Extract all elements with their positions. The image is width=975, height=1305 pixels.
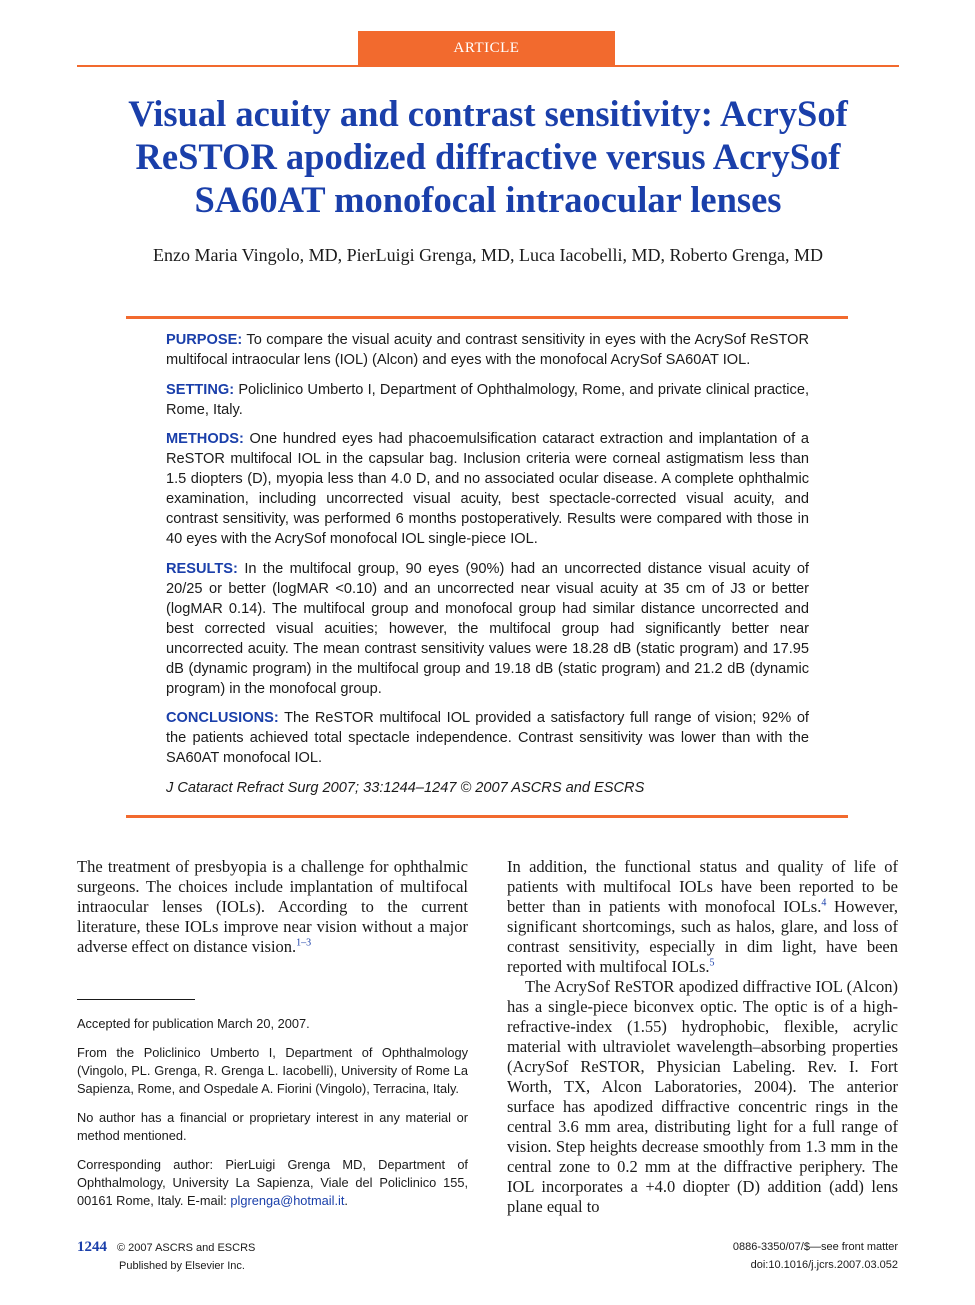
body-text: The treatment of presbyopia is a challenge for ophthalmic surgeons. The choices include implantation of multifocal intraocular lenses (IOLs). According to the current literature, these IOLs improve near vision without a major adverse effect on distance vision. [77, 857, 468, 956]
results-label: RESULTS: [166, 560, 238, 577]
setting-label: SETTING: [166, 381, 235, 398]
methods-text: One hundred eyes had phacoemulsification cataract extraction and implantation of a ReSTOR multifocal IOL in the capsular bag. Inclusion criteria were corneal astigmatism less than 1.5 diopters (D), myopia less than 4.0 D, and no associated ocular disease. A complete ophthalmic examination, including uncorrected visual acuity, best spectacle-corrected visual acuity, and contrast sensitivity, was performed 6 months postoperatively. Results were compared with those in 40 eyes with the AcrySof monofocal IOL single-piece IOL. [166, 431, 809, 547]
footer-publisher: Published by Elsevier Inc. [119, 1260, 245, 1272]
footer-doi[interactable]: doi:10.1016/j.jcrs.2007.03.052 [750, 1259, 898, 1271]
abstract-setting [166, 380, 809, 420]
purpose-text: To compare the visual acuity and contrast sensitivity in eyes with the AcrySof ReSTOR multifocal intraocular lens (IOL) (Alcon) and eyes with the monofocal AcrySof SA60AT IOL. [166, 332, 809, 368]
abstract-methods [166, 429, 809, 549]
abstract-results [166, 559, 809, 699]
email-suffix: . [344, 1193, 348, 1208]
reference-link[interactable]: 4 [821, 897, 827, 909]
body-column-right [507, 857, 898, 1217]
footnote-rule [77, 999, 195, 1000]
methods-label: METHODS: [166, 431, 244, 447]
footer-left [77, 1238, 255, 1275]
body-paragraph: The AcrySof ReSTOR apodized diffractive IOL (Alcon) has a single-piece biconvex optic. The optic is of a high-refractive-index (1.55) hydrophobic, flexible, acrylic material with ultraviolet wavelength–absorbing properties (AcrySof ReSTOR, Physician Labeling. Rev. I. Fort Worth, TX, Alcon Laboratories, 2004). The anterior surface has apodized diffractive concentric rings in the central 3.6 mm area, distributing light for a full range of vision. Step heights decrease smoothly from 1.3 mm in the central zone to 0.2 mm at the diffractive periphery. The IOL incorporates a +4.0 diopter (D) addition (add) lens plane equal to [507, 977, 898, 1216]
author-list: Enzo Maria Vingolo, MD, PierLuigi Grenga, MD, Luca Iacobelli, MD, Roberto Grenga, MD [153, 245, 823, 265]
reference-link[interactable]: 1–3 [296, 937, 312, 949]
footnote-correspondence [77, 1156, 468, 1210]
footnote-affiliation: From the Policlinico Umberto I, Department of Ophthalmology (Vingolo, PL. Grenga, R. Grenga L. Iacobelli), University of Rome La Sapienza, Rome, and Ospedale A. Fiorini (Vingolo), Terracina, Italy. [77, 1045, 468, 1096]
setting-text: Policlinico Umberto I, Department of Ophthalmology, Rome, and private clinical practice, Rome, Italy. [166, 381, 809, 418]
article-tab: ARTICLE [358, 31, 615, 65]
conclusions-label: CONCLUSIONS: [166, 710, 279, 726]
abstract-bottom-rule [126, 815, 848, 818]
body-paragraph [507, 857, 898, 977]
abstract [166, 330, 809, 807]
correspondence-text: Corresponding author: PierLuigi Grenga MD, Department of Ophthalmology, University La Sapienza, Viale del Policlinico 155, 00161 Rome, Italy. E-mail: [77, 1157, 468, 1208]
footnotes [77, 1015, 468, 1221]
page-number: 1244 [77, 1239, 107, 1255]
abstract-purpose [166, 330, 809, 370]
abstract-top-rule [126, 316, 848, 319]
results-text: In the multifocal group, 90 eyes (90%) had an uncorrected distance visual acuity of 20/25 or better (logMAR <0.10) and an uncorrected near visual acuity at 35 cm of J3 or better (logMAR 0.14). The multifocal group and monofocal group had similar distance uncorrected and best corrected visual acuities; however, the multifocal group had significantly better near uncorrected acuity. The mean contrast sensitivity values were 18.28 dB (static program) and 17.95 dB (dynamic program) in the multifocal group and 19.18 dB (static program) and 21.2 dB (dynamic program) in the monofocal group. [166, 560, 809, 697]
footer-copyright: © 2007 ASCRS and ESCRS [117, 1242, 256, 1254]
email-link[interactable]: plgrenga@hotmail.it [230, 1193, 345, 1208]
purpose-label: PURPOSE: [166, 332, 243, 348]
footer-right [733, 1238, 898, 1274]
journal-citation: J Cataract Refract Surg 2007; 33:1244–1247 © 2007 ASCRS and ESCRS [166, 779, 645, 796]
footer-issn: 0886-3350/07/$—see front matter [732, 1241, 898, 1253]
body-text: However, significant shortcomings, such as halos, glare, and loss of contrast sensitivity, especially in dim light, have been reported with multifocal IOLs. [507, 897, 898, 976]
body-paragraph [77, 857, 468, 957]
abstract-conclusions [166, 708, 809, 768]
conclusions-text: The ReSTOR multifocal IOL provided a satisfactory full range of vision; 92% of the patients achieved total spectacle independence. Contrast sensitivity was lower than with the SA60AT monofocal IOL. [166, 710, 809, 766]
paper-title: Visual acuity and contrast sensitivity: AcrySof ReSTOR apodized diffractive versus AcrySof SA60AT monofocal intraocular lenses [128, 93, 848, 220]
footnote-disclosure: No author has a financial or proprietary interest in any material or method mentioned. [77, 1110, 468, 1143]
body-column-left [77, 857, 468, 957]
reference-link[interactable]: 5 [709, 957, 715, 969]
header-rule [77, 65, 899, 67]
body-text: In addition, the functional status and quality of life of patients with multifocal IOLs have been reported to be better than in patients with monofocal IOLs. [507, 857, 898, 916]
footnote-accepted: Accepted for publication March 20, 2007. [77, 1016, 310, 1031]
